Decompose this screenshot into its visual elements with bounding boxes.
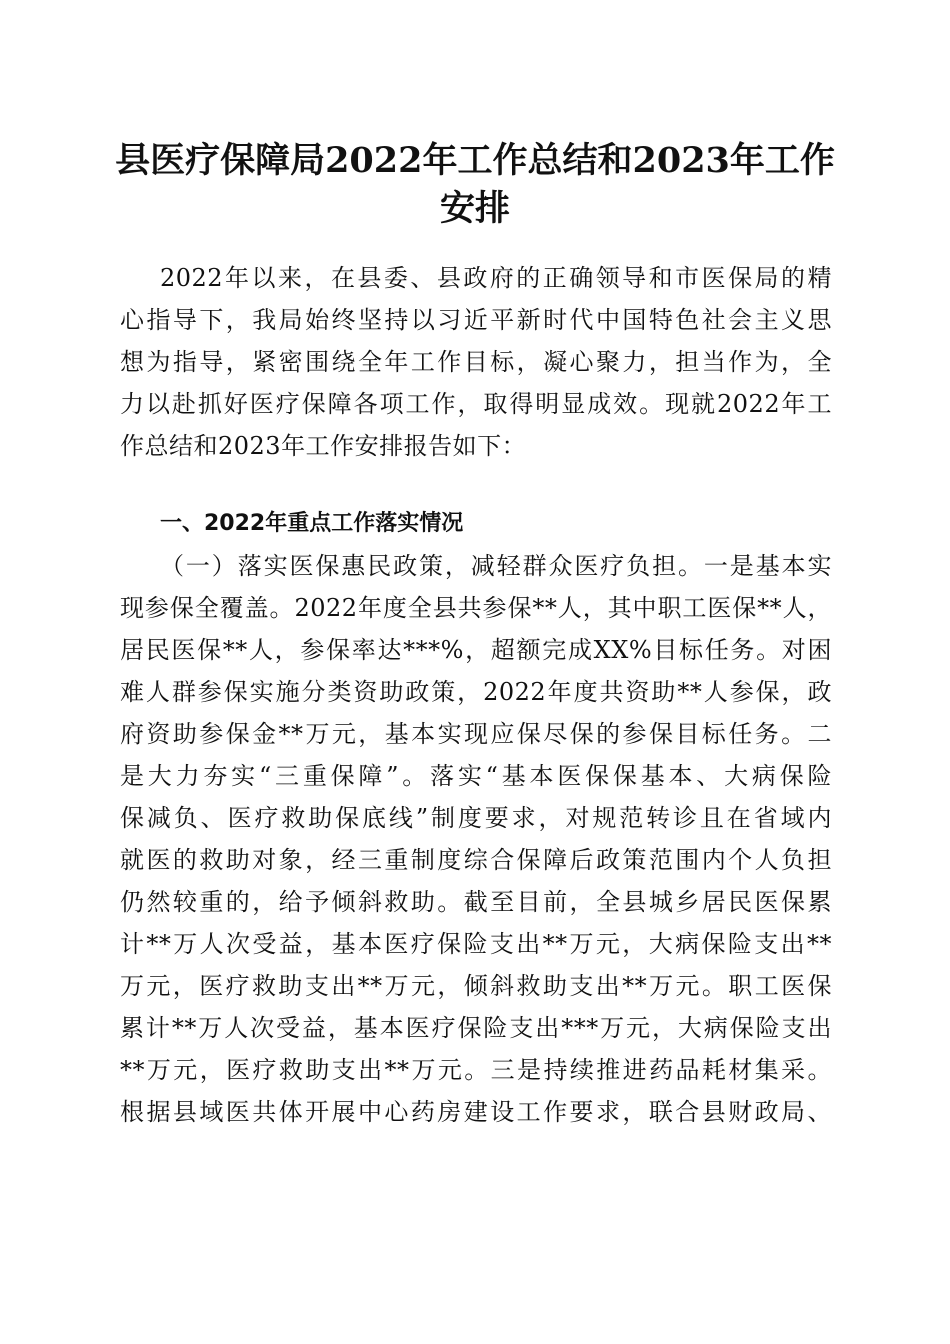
body-paragraph-line: （一）落实医保惠民政策，减轻群众医疗负担。一是基本实	[160, 552, 832, 580]
intro-paragraph-line: 心指导下，我局始终坚持以习近平新时代中国特色社会主义思	[120, 306, 832, 334]
body-paragraph-line: 居民医保**人，参保率达***%，超额完成XX%目标任务。对困	[120, 636, 832, 664]
section-heading: 一、2022年重点工作落实情况	[160, 511, 464, 536]
body-paragraph-line: 仍然较重的，给予倾斜救助。截至目前，全县城乡居民医保累	[120, 888, 832, 916]
body-paragraph-line: 就医的救助对象，经三重制度综合保障后政策范围内个人负担	[120, 846, 832, 874]
body-paragraph-line: **万元，医疗救助支出**万元。三是持续推进药品耗材集采。	[120, 1056, 832, 1084]
document-title-line-1: 县医疗保障局2022年工作总结和2023年工作	[115, 140, 835, 181]
intro-paragraph-line: 2022年以来，在县委、县政府的正确领导和市医保局的精	[160, 264, 832, 292]
body-paragraph-line: 难人群参保实施分类资助政策，2022年度共资助**人参保，政	[120, 678, 832, 706]
body-paragraph-line: 府资助参保金**万元，基本实现应保尽保的参保目标任务。二	[120, 720, 832, 748]
body-paragraph-line: 根据县域医共体开展中心药房建设工作要求，联合县财政局、	[120, 1098, 832, 1126]
document-title-line-2: 安排	[439, 188, 510, 229]
body-paragraph-line: 保减负、医疗救助保底线”制度要求，对规范转诊且在省域内	[120, 804, 832, 832]
body-paragraph-line: 计**万人次受益，基本医疗保险支出**万元，大病保险支出**	[120, 930, 832, 958]
body-paragraph-line: 是大力夯实“三重保障”。落实“基本医保保基本、大病保险	[120, 762, 832, 790]
body-paragraph-line: 累计**万人次受益，基本医疗保险支出***万元，大病保险支出	[120, 1014, 832, 1042]
body-paragraph-line: 现参保全覆盖。2022年度全县共参保**人，其中职工医保**人，	[120, 594, 832, 622]
intro-paragraph-line: 想为指导，紧密围绕全年工作目标，凝心聚力，担当作为，全	[120, 348, 832, 376]
body-paragraph-line: 万元，医疗救助支出**万元，倾斜救助支出**万元。职工医保	[120, 972, 832, 1000]
intro-paragraph-line: 力以赴抓好医疗保障各项工作，取得明显成效。现就2022年工	[120, 390, 832, 418]
intro-paragraph-line: 作总结和2023年工作安排报告如下：	[120, 432, 527, 460]
